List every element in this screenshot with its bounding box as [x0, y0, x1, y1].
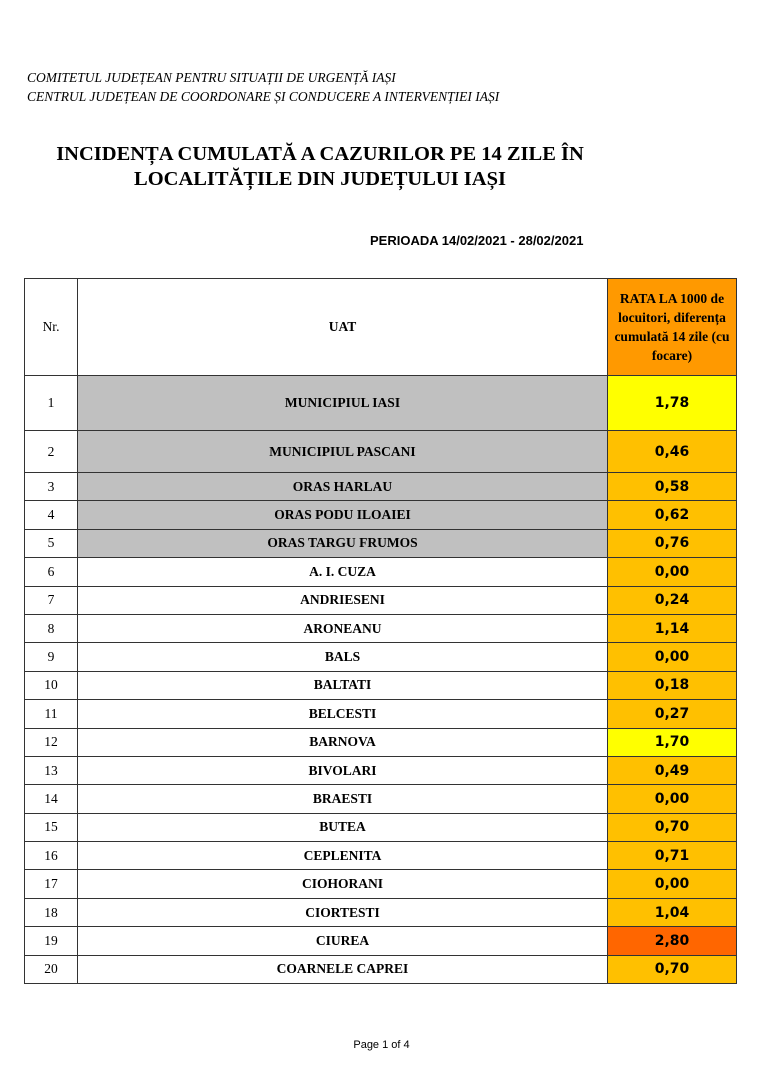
uat-name: BUTEA	[78, 813, 608, 841]
rate-value: 1,14	[608, 614, 737, 642]
table-row	[25, 501, 737, 529]
rate-value: 0,00	[608, 643, 737, 671]
rate-value: 0,49	[608, 756, 737, 784]
table-row	[25, 927, 737, 955]
uat-name: BALS	[78, 643, 608, 671]
rate-value: 2,80	[608, 927, 737, 955]
rate-value: 0,46	[608, 431, 737, 473]
row-number: 5	[25, 529, 78, 557]
uat-name: CIOHORANI	[78, 870, 608, 898]
uat-name: BRAESTI	[78, 785, 608, 813]
uat-name: ARONEANU	[78, 614, 608, 642]
row-number: 13	[25, 756, 78, 784]
uat-name: MUNICIPIUL IASI	[78, 376, 608, 431]
table-row	[25, 728, 737, 756]
rate-value: 0,58	[608, 473, 737, 501]
row-number: 11	[25, 700, 78, 728]
rate-value: 1,78	[608, 376, 737, 431]
column-header-rate: RATA LA 1000 de locuitori, diferența cumulată 14 zile (cu focare)	[608, 279, 737, 376]
table-row	[25, 785, 737, 813]
row-number: 19	[25, 927, 78, 955]
table-row	[25, 586, 737, 614]
row-number: 1	[25, 376, 78, 431]
row-number: 6	[25, 558, 78, 586]
rate-value: 0,76	[608, 529, 737, 557]
uat-name: MUNICIPIUL PASCANI	[78, 431, 608, 473]
row-number: 3	[25, 473, 78, 501]
row-number: 12	[25, 728, 78, 756]
organization-line-2: CENTRUL JUDEȚEAN DE COORDONARE ȘI CONDUCERE A INTERVENȚIEI IAȘI	[27, 89, 500, 104]
uat-name: ORAS PODU ILOAIEI	[78, 501, 608, 529]
rate-value: 0,27	[608, 700, 737, 728]
row-number: 20	[25, 955, 78, 983]
table-row	[25, 813, 737, 841]
uat-name: CEPLENITA	[78, 842, 608, 870]
rate-value: 0,00	[608, 558, 737, 586]
table-row	[25, 431, 737, 473]
organization-line-1: COMITETUL JUDEȚEAN PENTRU SITUAȚII DE URGENȚĂ IAȘI	[27, 70, 396, 85]
incidence-table	[24, 278, 737, 984]
uat-name: ORAS HARLAU	[78, 473, 608, 501]
table-row	[25, 898, 737, 926]
table-row	[25, 700, 737, 728]
rate-value: 0,71	[608, 842, 737, 870]
rate-value: 0,70	[608, 955, 737, 983]
table-row	[25, 558, 737, 586]
table-row	[25, 643, 737, 671]
rate-value: 0,70	[608, 813, 737, 841]
document-title-line-2: LOCALITĂȚILE DIN JUDEȚULUI IAȘI	[134, 168, 506, 190]
column-header-uat: UAT	[78, 279, 608, 376]
row-number: 9	[25, 643, 78, 671]
table-row	[25, 473, 737, 501]
table-row	[25, 756, 737, 784]
page-number: Page 1 of 4	[353, 1039, 410, 1051]
row-number: 16	[25, 842, 78, 870]
table-row	[25, 870, 737, 898]
uat-name: CIORTESTI	[78, 898, 608, 926]
row-number: 2	[25, 431, 78, 473]
uat-name: BIVOLARI	[78, 756, 608, 784]
row-number: 14	[25, 785, 78, 813]
uat-name: ANDRIESENI	[78, 586, 608, 614]
uat-name: CIUREA	[78, 927, 608, 955]
table-header-row	[25, 279, 737, 376]
rate-value: 0,24	[608, 586, 737, 614]
uat-name: BELCESTI	[78, 700, 608, 728]
uat-name: ORAS TARGU FRUMOS	[78, 529, 608, 557]
rate-value: 0,00	[608, 785, 737, 813]
row-number: 4	[25, 501, 78, 529]
period-label: PERIOADA 14/02/2021 - 28/02/2021	[370, 233, 584, 248]
uat-name: A. I. CUZA	[78, 558, 608, 586]
table-row	[25, 529, 737, 557]
row-number: 15	[25, 813, 78, 841]
document-title-line-1: INCIDENȚA CUMULATĂ A CAZURILOR PE 14 ZILE ÎN	[56, 143, 584, 165]
row-number: 17	[25, 870, 78, 898]
rate-value: 0,18	[608, 671, 737, 699]
table-row	[25, 614, 737, 642]
row-number: 8	[25, 614, 78, 642]
table-row	[25, 671, 737, 699]
uat-name: COARNELE CAPREI	[78, 955, 608, 983]
table-row	[25, 376, 737, 431]
table-row	[25, 842, 737, 870]
row-number: 10	[25, 671, 78, 699]
table-row	[25, 955, 737, 983]
rate-value: 0,00	[608, 870, 737, 898]
row-number: 18	[25, 898, 78, 926]
uat-name: BALTATI	[78, 671, 608, 699]
row-number: 7	[25, 586, 78, 614]
column-header-nr: Nr.	[25, 279, 78, 376]
rate-value: 1,04	[608, 898, 737, 926]
rate-value: 1,70	[608, 728, 737, 756]
rate-value: 0,62	[608, 501, 737, 529]
uat-name: BARNOVA	[78, 728, 608, 756]
